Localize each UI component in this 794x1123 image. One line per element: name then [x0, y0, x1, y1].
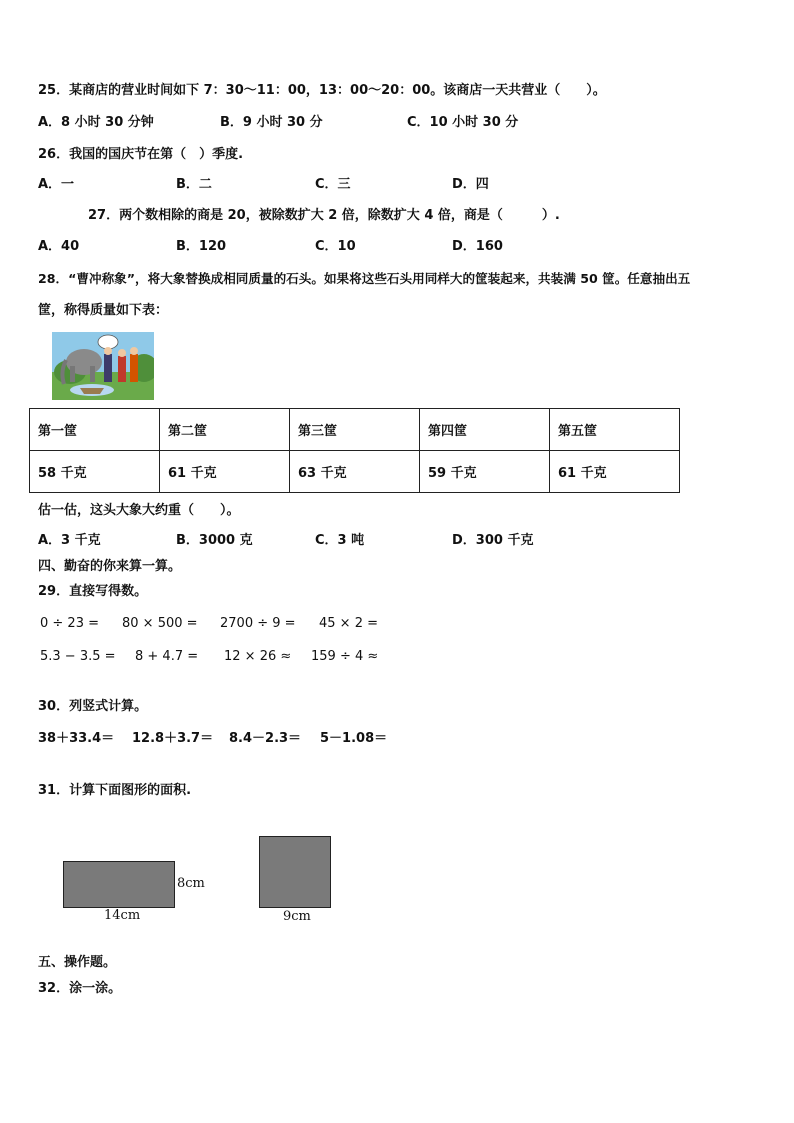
q25-stem: 25．某商店的营业时间如下 7：30～11：00，13：00～20：00。该商店一天共营业（ ）。	[38, 83, 606, 98]
table-cell: 58 千克	[30, 451, 160, 493]
rectangle-height-label: 8cm	[177, 876, 205, 891]
q27-option-c: C．10	[315, 239, 356, 254]
table-header-cell: 第一筐	[30, 409, 160, 451]
q25-option-c: C．10 小时 30 分	[407, 115, 519, 130]
q28-question: 估一估，这头大象大约重（ ）。	[38, 503, 240, 518]
q29-item: 8 + 4.7 =	[135, 649, 199, 664]
q26-option-d: D．四	[452, 177, 489, 192]
q30-stem: 30．列竖式计算。	[38, 699, 148, 714]
q29-item: 5.3 − 3.5 =	[40, 649, 116, 664]
q26-option-c: C．三	[315, 177, 351, 192]
q28-option-d: D．300 千克	[452, 533, 534, 548]
q29-item: 12 × 26 ≈	[224, 649, 292, 664]
rectangle-shape	[63, 861, 175, 908]
q29-item: 80 × 500 =	[122, 616, 198, 631]
table-header-row	[30, 409, 680, 451]
section-5-heading: 五、操作题。	[38, 955, 117, 970]
basket-weight-table	[29, 408, 680, 493]
q27-option-a: A．40	[38, 239, 80, 254]
q31-stem: 31．计算下面图形的面积.	[38, 783, 192, 798]
q27-option-b: B．120	[176, 239, 227, 254]
table-cell: 61 千克	[160, 451, 290, 493]
q28-stem-line1: 28．“曹冲称象”，将大象替换成相同质量的石头。如果将这些石头用同样大的筐装起来，共装满 50 筐。任意抽出五	[38, 271, 691, 286]
q27-option-d: D．160	[452, 239, 503, 254]
q29-item: 2700 ÷ 9 =	[220, 616, 296, 631]
q30-item: 8.4－2.3＝	[229, 731, 302, 746]
q30-item: 5－1.08＝	[320, 731, 388, 746]
q29-item: 45 × 2 =	[319, 616, 378, 631]
q28-option-b: B．3000 克	[176, 533, 253, 548]
q28-option-c: C．3 吨	[315, 533, 365, 548]
table-header-cell: 第五筐	[550, 409, 680, 451]
square-side-label: 9cm	[283, 909, 311, 924]
q28-option-a: A．3 千克	[38, 533, 101, 548]
cao-chong-weighs-elephant-illustration	[52, 332, 154, 400]
q29-stem: 29．直接写得数。	[38, 584, 148, 599]
table-cell: 59 千克	[420, 451, 550, 493]
q26-option-b: B．二	[176, 177, 212, 192]
q30-item: 38＋33.4＝	[38, 731, 115, 746]
q32-stem: 32．涂一涂。	[38, 981, 122, 996]
q29-item: 0 ÷ 23 =	[40, 616, 99, 631]
square-shape	[259, 836, 331, 908]
table-row	[30, 451, 680, 493]
q25-option-a: A．8 小时 30 分钟	[38, 115, 154, 130]
q28-stem-line2: 筐，称得质量如下表：	[38, 303, 169, 318]
q25-option-b: B．9 小时 30 分	[220, 115, 323, 130]
q30-item: 12.8＋3.7＝	[132, 731, 214, 746]
table-header-cell: 第二筐	[160, 409, 290, 451]
rectangle-width-label: 14cm	[104, 908, 141, 923]
table-header-cell: 第四筐	[420, 409, 550, 451]
table-cell: 63 千克	[290, 451, 420, 493]
q29-item: 159 ÷ 4 ≈	[311, 649, 379, 664]
q26-option-a: A．一	[38, 177, 75, 192]
q27-stem: 27．两个数相除的商是 20，被除数扩大 2 倍，除数扩大 4 倍，商是（ ）.	[88, 208, 560, 223]
table-cell: 61 千克	[550, 451, 680, 493]
section-4-heading: 四、勤奋的你来算一算。	[38, 559, 182, 574]
table-header-cell: 第三筐	[290, 409, 420, 451]
q26-stem: 26．我国的国庆节在第（ ）季度.	[38, 147, 244, 162]
